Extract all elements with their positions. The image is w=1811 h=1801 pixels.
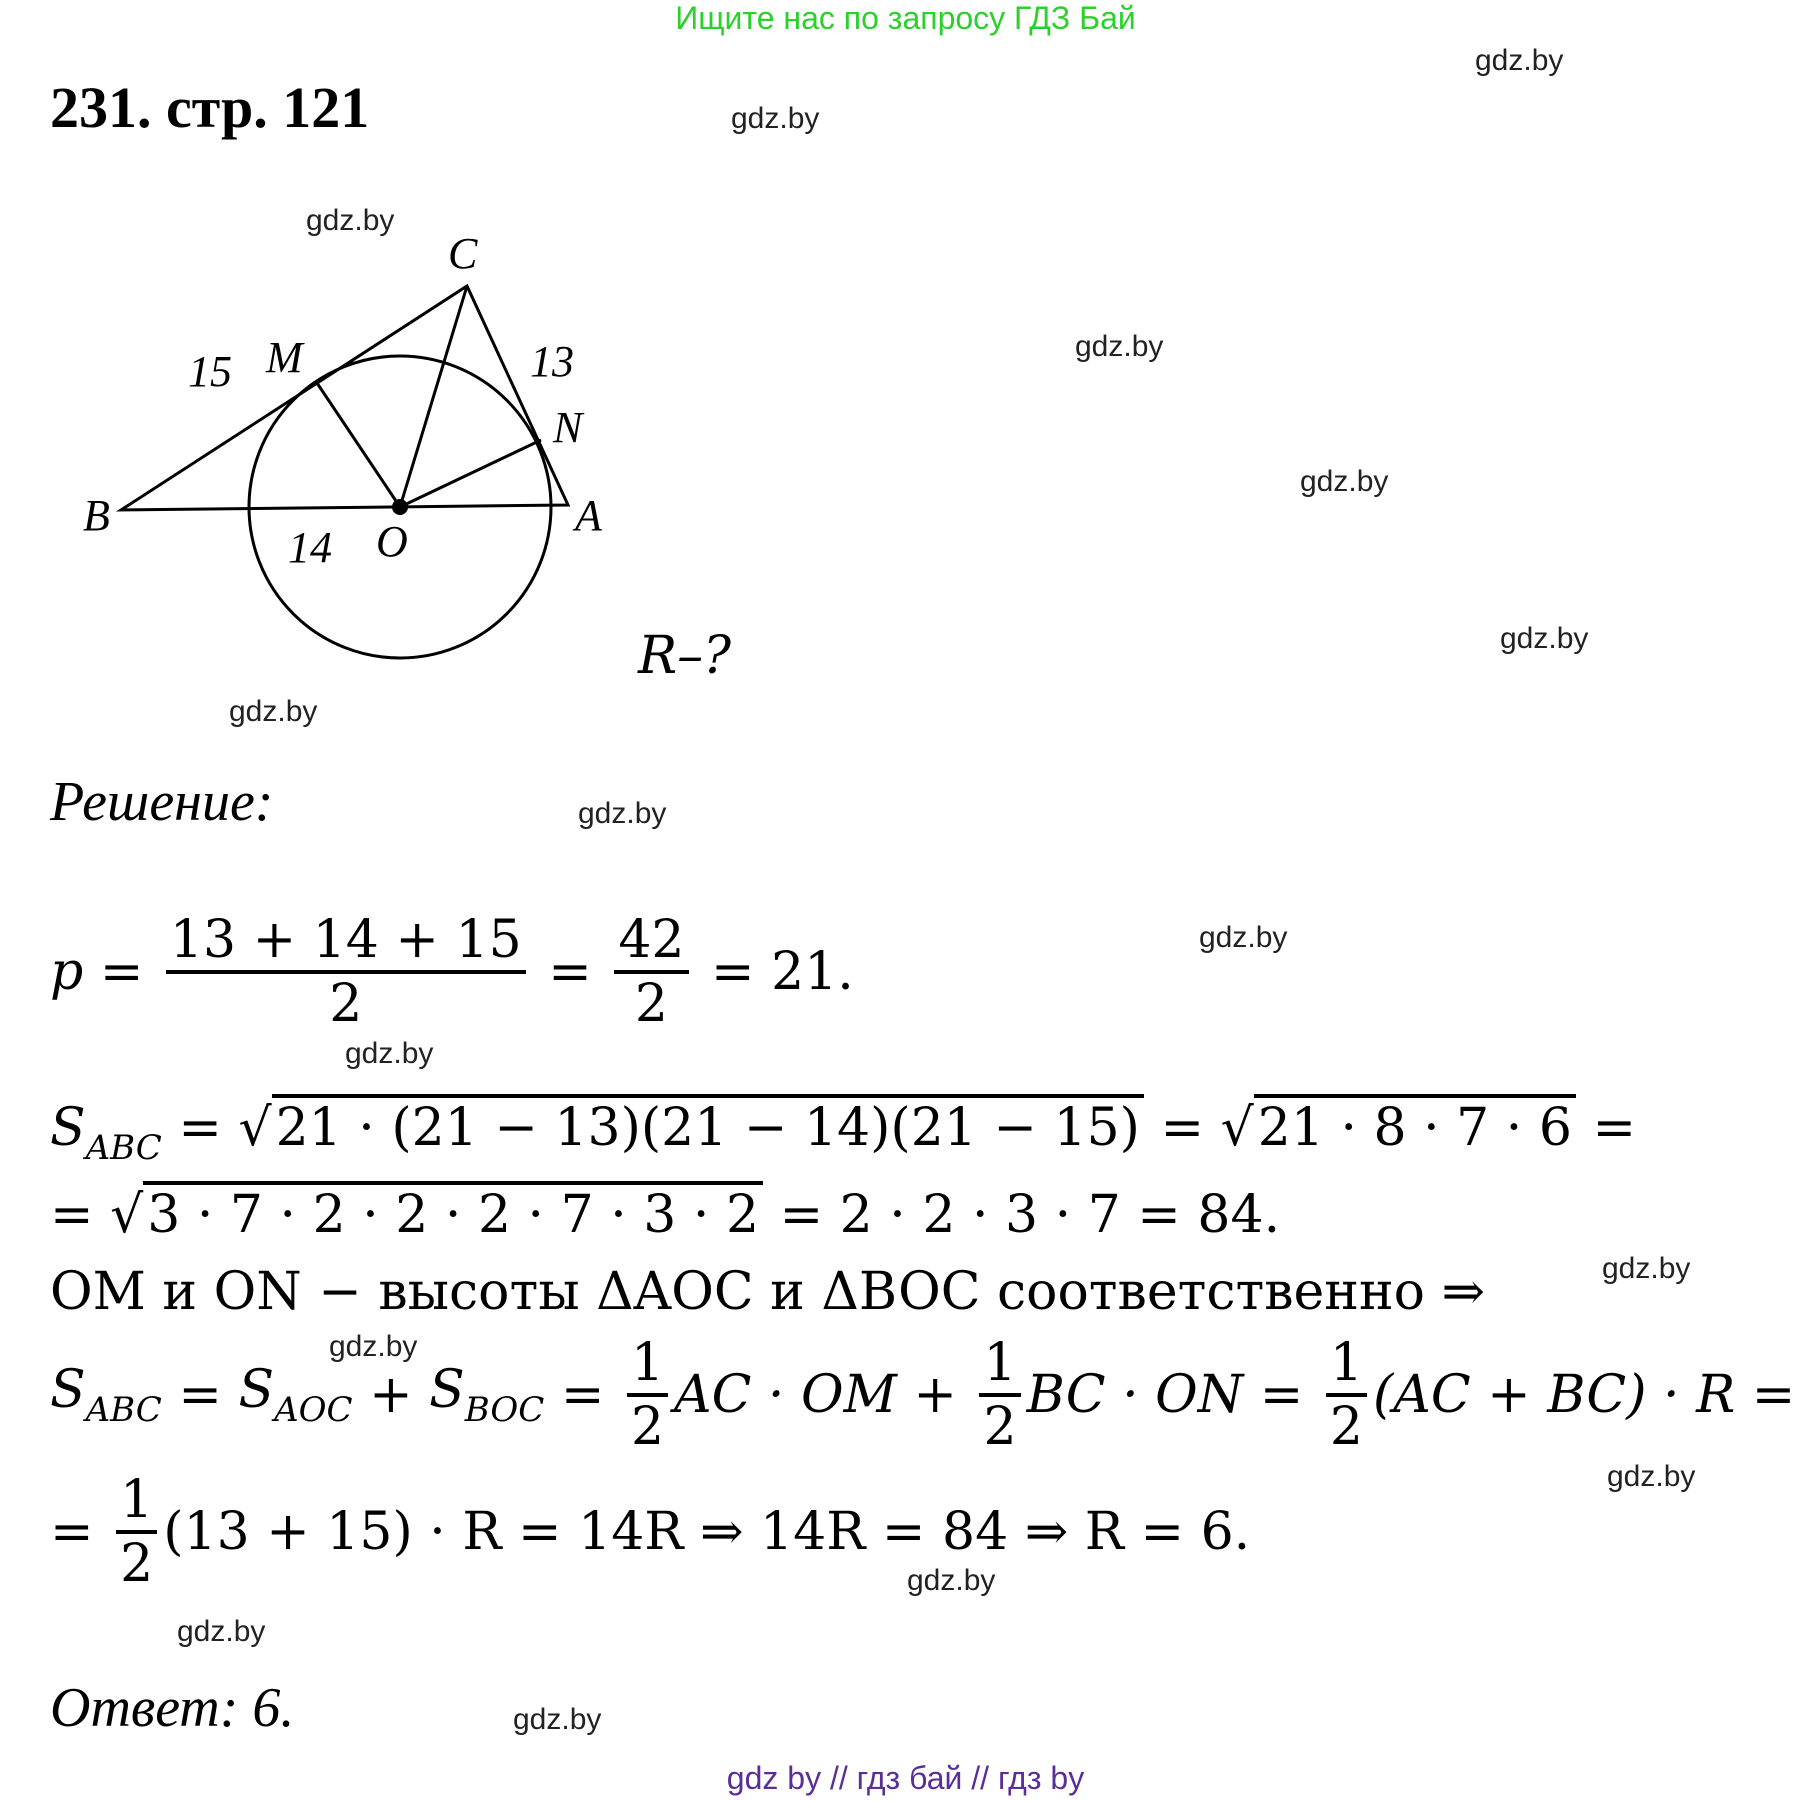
label-n: N bbox=[553, 403, 583, 452]
watermark: gdz.by bbox=[329, 1330, 418, 1363]
statement-heights: OM и ON − высоты ΔAOC и ΔBOC соответственно ⇒ bbox=[50, 1262, 1486, 1322]
watermark: gdz.by bbox=[177, 1615, 266, 1648]
triangle-figure bbox=[0, 0, 700, 700]
label-b: B bbox=[83, 491, 110, 540]
formula-semiperimeter: p = $\frac{13 + 14 + 15}{2}$ = $\frac{42}{2}$ = 21. bbox=[50, 910, 854, 1034]
top-banner[interactable]: Ищите нас по запросу ГДЗ Бай bbox=[675, 0, 1136, 36]
segment-om bbox=[317, 383, 400, 507]
question: R–? bbox=[638, 626, 732, 686]
label-c: C bbox=[448, 229, 478, 278]
answer: Ответ: 6. bbox=[50, 1677, 295, 1739]
watermark: gdz.by bbox=[229, 695, 318, 728]
side-ba: 14 bbox=[288, 523, 332, 572]
watermark: gdz.by bbox=[306, 204, 395, 237]
solution-label: Решение: bbox=[50, 771, 274, 833]
side-ca: 13 bbox=[530, 337, 574, 386]
segment-on bbox=[400, 440, 541, 507]
watermark: gdz.by bbox=[1602, 1252, 1691, 1285]
watermark: gdz.by bbox=[1199, 921, 1288, 954]
watermark: gdz.by bbox=[1300, 465, 1389, 498]
label-a: A bbox=[575, 491, 602, 540]
label-o: O bbox=[376, 517, 408, 566]
formula-heron-result: = √3 · 7 · 2 · 2 · 2 · 7 · 3 · 2 = 2 · 2 · 3 · 7 = 84. bbox=[50, 1185, 1280, 1245]
watermark: gdz.by bbox=[578, 797, 667, 830]
watermark: gdz.by bbox=[731, 102, 820, 135]
formula-radius: = $\frac{1}{2}$ (13 + 15) · R = 14R ⇒ 14R = 84 ⇒ R = 6. bbox=[50, 1470, 1251, 1594]
bottom-links[interactable]: gdz by // гдз бай // гдз by bbox=[726, 1760, 1085, 1796]
formula-area-split: $S_{ABC} = S_{AOC} + S_{BOC}$ = $\frac{1}{2}$ AC · OM + $\frac{1}{2}$ BC · ON = $\frac{1}{2}$ (AC + BC) · R = bbox=[50, 1333, 1796, 1457]
watermark: gdz.by bbox=[1500, 622, 1589, 655]
triangle-abc bbox=[121, 286, 568, 510]
label-m: M bbox=[266, 333, 303, 382]
watermark: gdz.by bbox=[1475, 44, 1564, 77]
watermark: gdz.by bbox=[907, 1564, 996, 1597]
segment-oc bbox=[400, 286, 467, 507]
watermark: gdz.by bbox=[1075, 330, 1164, 363]
watermark: gdz.by bbox=[1607, 1460, 1696, 1493]
center-dot bbox=[392, 499, 408, 515]
formula-heron: $S_{ABC} = √21 \cdot (21 - 13)(21 - 14)(21 - 15) = √21 \cdot 8 \cdot 7 \cdot 6$ = bbox=[50, 1098, 1636, 1168]
task-title: 231. стр. 121 bbox=[50, 75, 370, 140]
watermark: gdz.by bbox=[513, 1703, 602, 1736]
watermark: gdz.by bbox=[345, 1037, 434, 1070]
side-bc: 15 bbox=[188, 347, 232, 396]
